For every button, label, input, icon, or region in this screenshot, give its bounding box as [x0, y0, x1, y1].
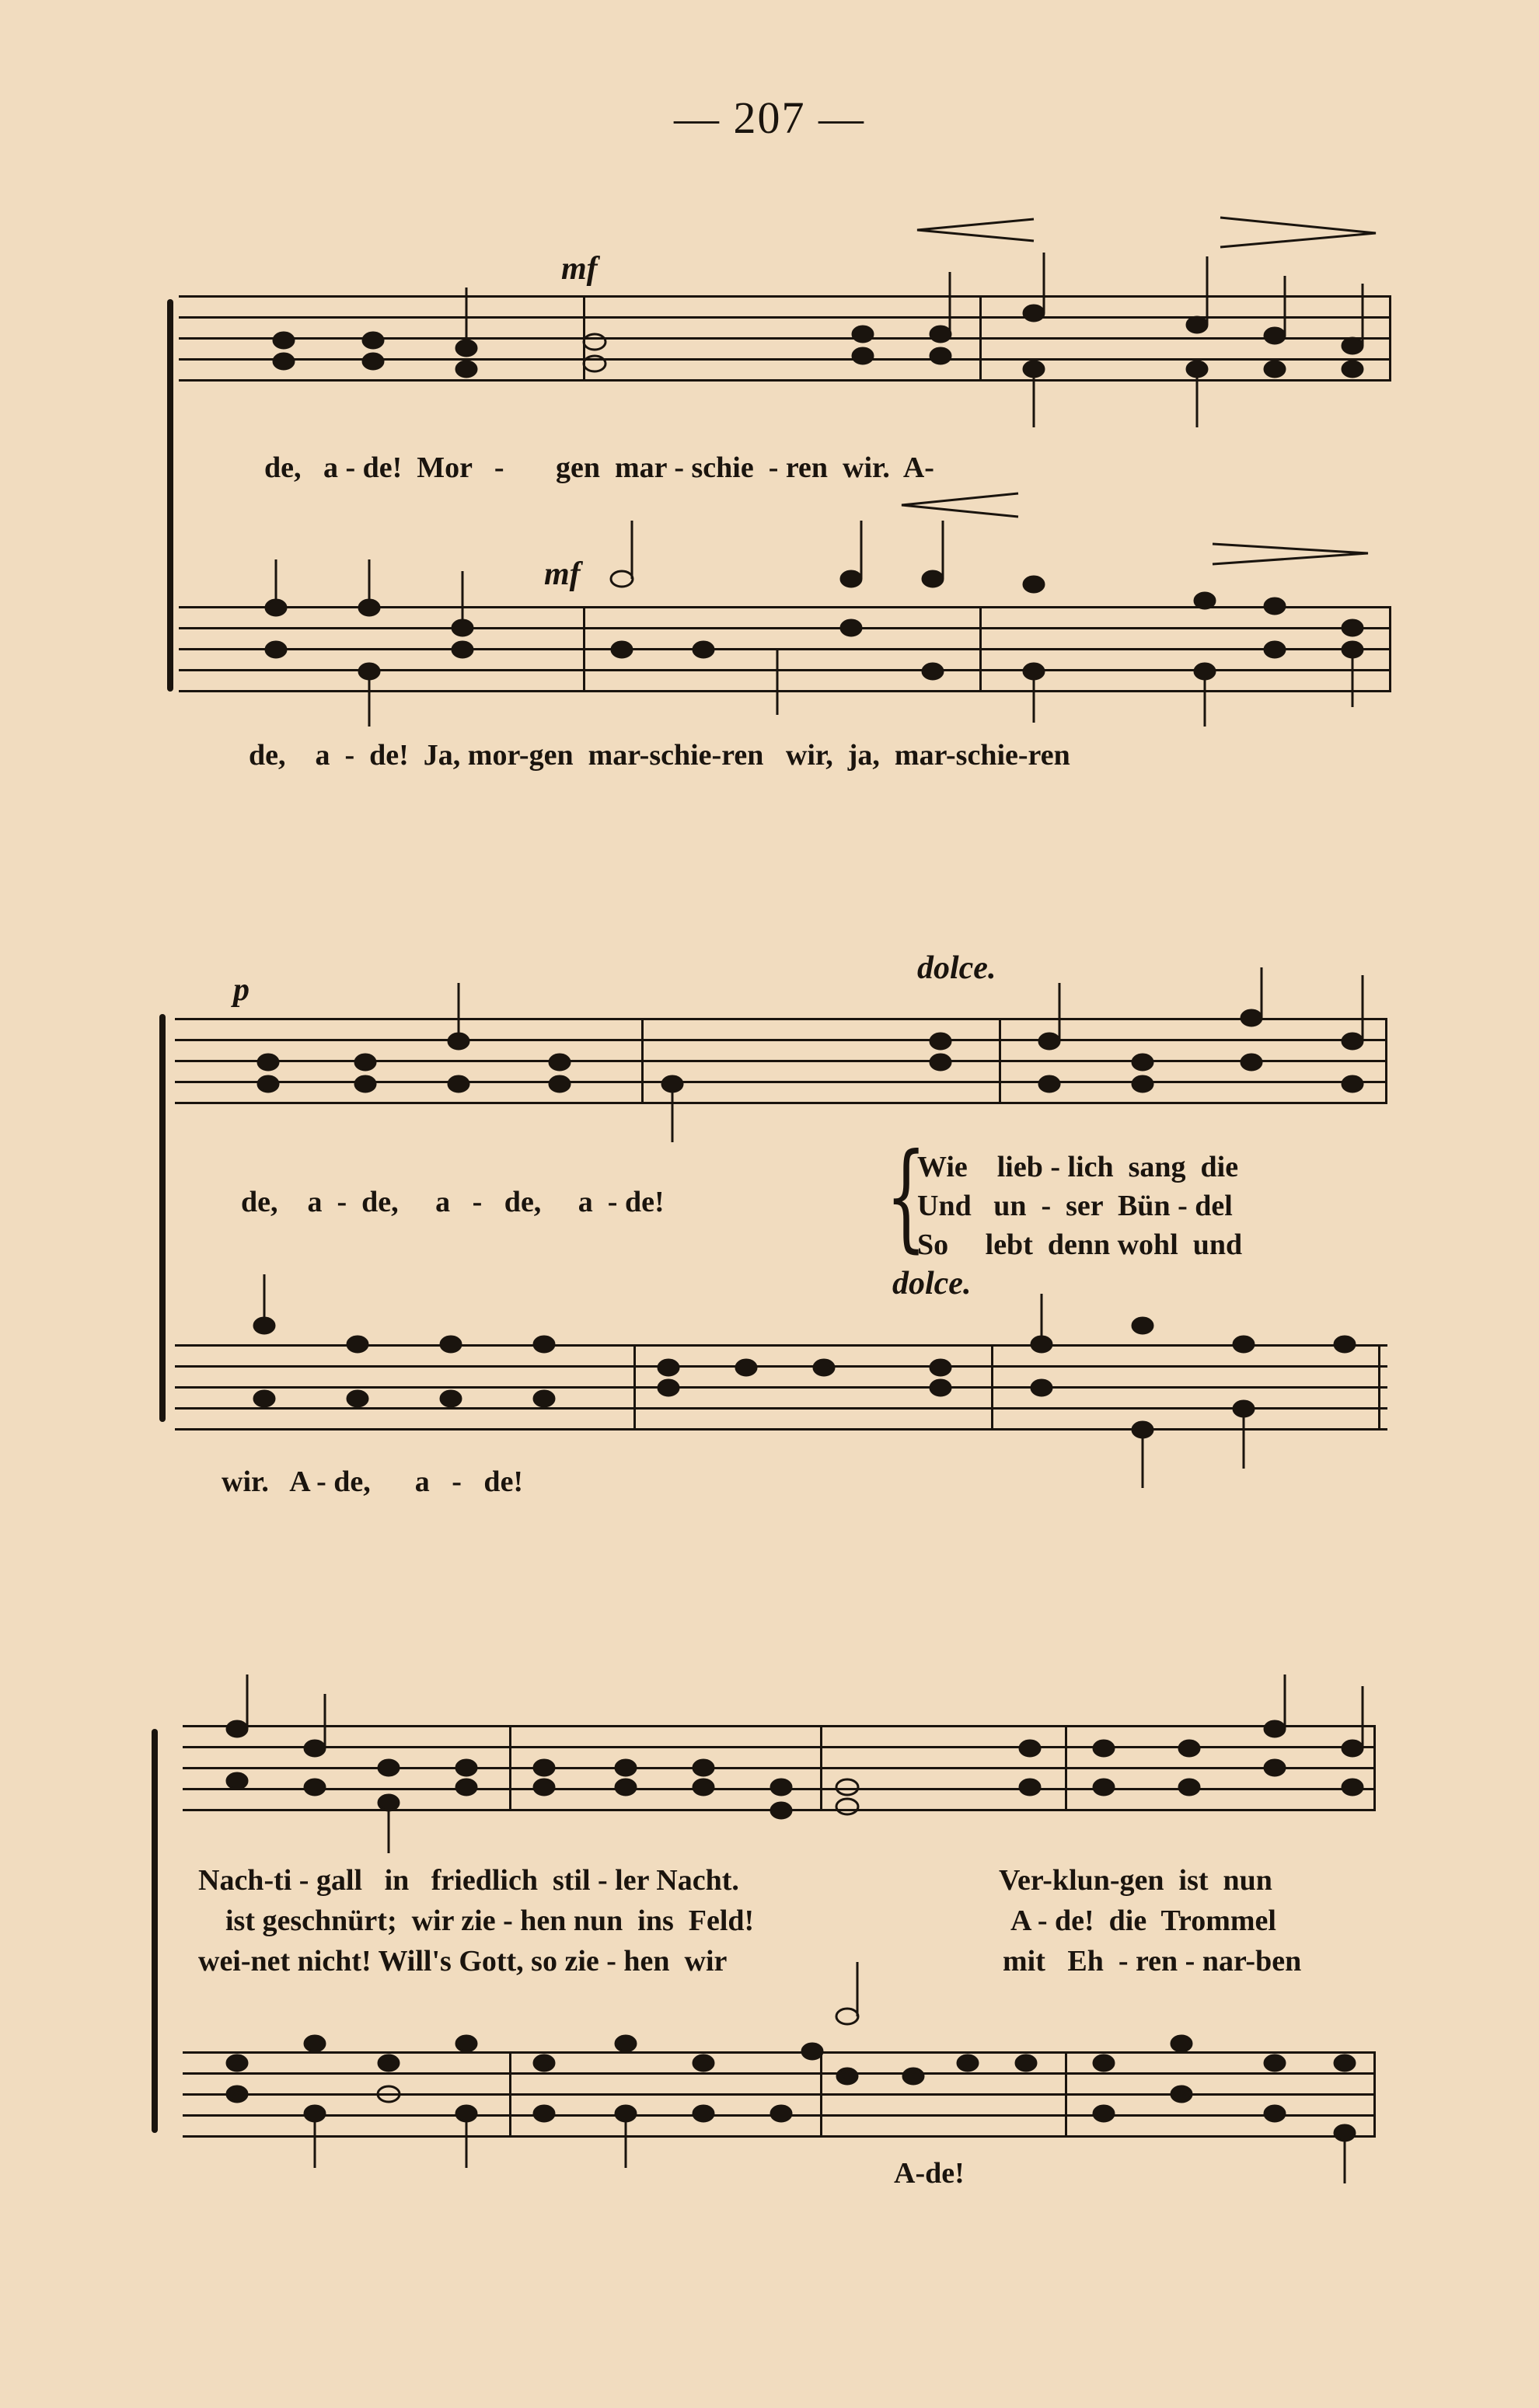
system-2-upper-dynamic-right: dolce. [917, 950, 996, 986]
system-1-lower-dynamic: mf [544, 556, 581, 592]
stems [247, 253, 1363, 2183]
system-2-lower-lyric: wir. A - de, a - de! [222, 1465, 524, 1498]
system-3-verse-3: wei-net nicht! Will's Gott, so zie - hen wir [198, 1945, 728, 1978]
system-3-verse-right-1: Ver-klun-gen ist nun [999, 1864, 1272, 1897]
system-1-upper-dynamic: mf [561, 251, 598, 287]
system-2-upper-dynamic: p [233, 972, 250, 1008]
system-3-verse-right-3: mit Eh - ren - nar-ben [1003, 1945, 1302, 1978]
system-1-upper-lyric: de, a - de! Mor - gen mar - schie - ren wir. A- [264, 451, 934, 484]
system-2-lower-dynamic: dolce. [892, 1266, 972, 1302]
system-2-verse-2: Und un - ser Bün - del [917, 1190, 1233, 1222]
system-2-verse-3: So lebt denn wohl und [917, 1228, 1243, 1261]
system-2-upper-lyric: de, a - de, a - de, a - de! [241, 1186, 665, 1218]
page-number: — 207 — [674, 92, 865, 143]
system-3-verse-right-2: A - de! die Trommel [1010, 1904, 1276, 1937]
system-1-lower-lyric: de, a - de! Ja, mor-gen mar-schie-ren wir, ja, mar-schie-ren [249, 739, 1070, 772]
system-2-verse-bracket: { [885, 1129, 927, 1264]
noteheads [227, 305, 1363, 2141]
system-3-lower-lyric: A-de! [894, 2157, 965, 2190]
system-2-verse-1: Wie lieb - lich sang die [917, 1151, 1239, 1183]
system-3-verse-1: Nach-ti - gall in friedlich stil - ler Nacht. [198, 1864, 739, 1897]
system-3-verse-2: ist geschnürt; wir zie - hen nun ins Feld! [225, 1904, 755, 1937]
